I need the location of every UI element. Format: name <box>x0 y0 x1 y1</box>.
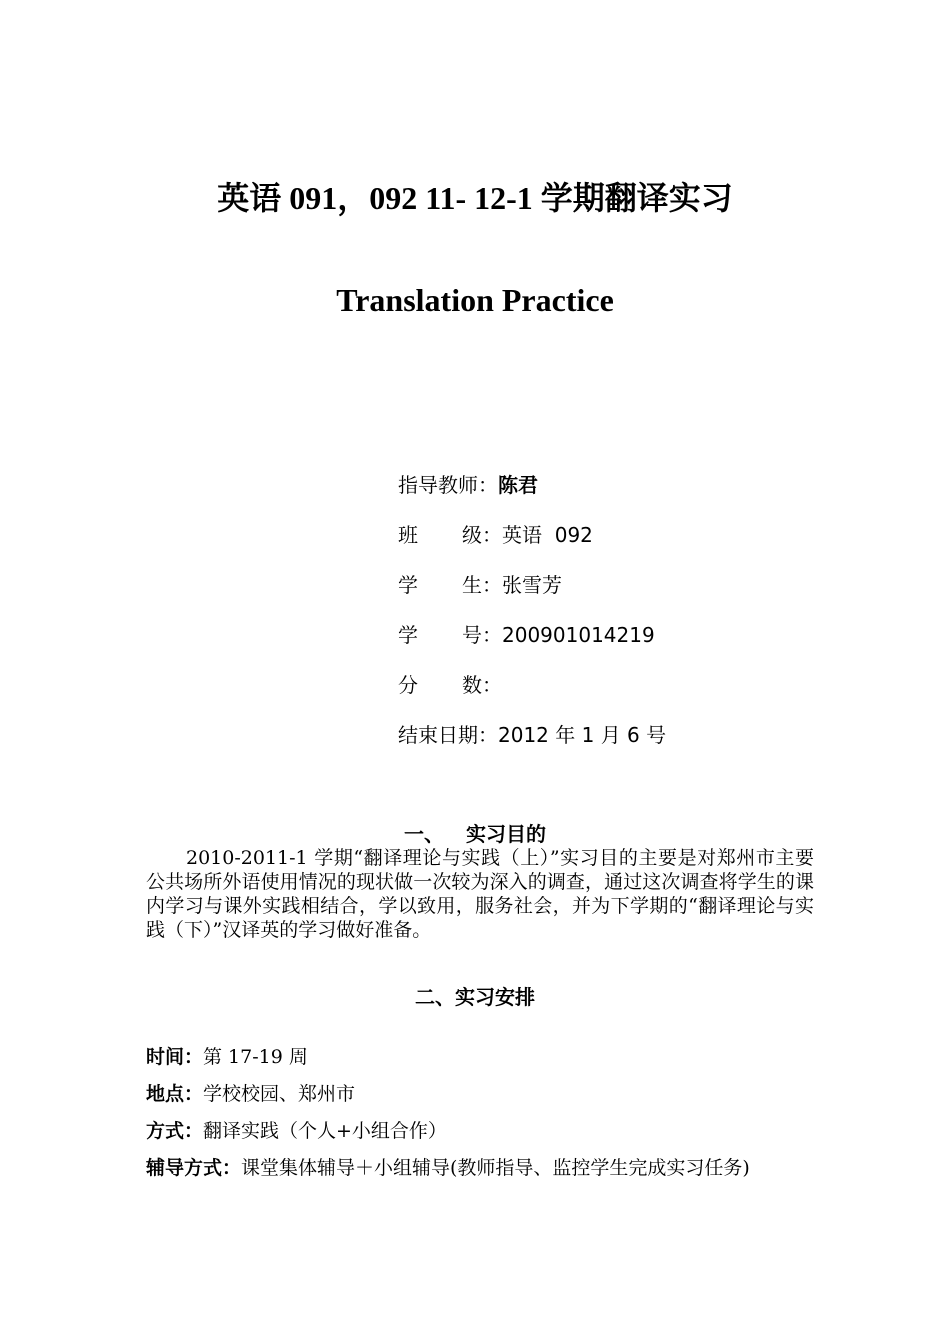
arrangement-item-place <box>146 1080 826 1117</box>
info-row-student <box>398 570 666 620</box>
document-title-chinese: 英语 091，092 11- 12-1 学期翻译实习 <box>217 180 733 216</box>
info-row-class <box>398 520 666 570</box>
arrangement-value: 第 17-19 周 <box>203 1046 308 1068</box>
section-heading-arrangement: 二、实习安排 <box>415 985 535 1009</box>
info-label: 分 数： <box>398 673 502 697</box>
arrangement-value: 学校校园、郑州市 <box>203 1083 356 1105</box>
arrangement-list <box>146 1043 826 1187</box>
arrangement-label: 地点： <box>146 1083 204 1105</box>
info-label: 结束日期： <box>398 723 498 747</box>
arrangement-item-time <box>146 1043 826 1080</box>
info-row-student-id <box>398 620 666 670</box>
arrangement-value: 课堂集体辅导＋小组辅导(教师指导、监控学生完成实习任务) <box>241 1157 750 1179</box>
student-id: 200901014219 <box>502 623 655 647</box>
arrangement-item-method <box>146 1117 826 1154</box>
teacher-name: 陈君 <box>498 473 538 497</box>
section-title: 实习目的 <box>466 822 546 846</box>
arrangement-label: 辅导方式： <box>146 1157 242 1179</box>
info-row-score <box>398 670 666 720</box>
student-name: 张雪芳 <box>502 573 562 597</box>
info-row-teacher <box>398 470 666 520</box>
info-label: 指导教师： <box>398 473 498 497</box>
class-name: 英语 092 <box>502 523 593 547</box>
info-label: 学 号： <box>398 623 502 647</box>
arrangement-label: 方式： <box>146 1120 204 1142</box>
info-label: 学 生： <box>398 573 502 597</box>
end-date: 2012 年 1 月 6 号 <box>498 723 667 747</box>
purpose-paragraph: 2010-2011-1 学期“翻译理论与实践（上）”实习目的主要是对郑州市主要公共场所外语使用情况的现状做一次较为深入的调查，通过这次调查将学生的课内学习与课外实践相结合，学以致用，服务社会，并为下学期的“翻译理论与实践（下）”汉译英的学习做好准备。 <box>146 847 814 941</box>
info-row-end-date <box>398 720 666 770</box>
arrangement-item-guidance <box>146 1154 826 1187</box>
section-heading-purpose <box>0 821 950 847</box>
document-title-english: Translation Practice <box>336 282 614 318</box>
arrangement-label: 时间： <box>146 1046 204 1068</box>
student-info-block <box>398 470 666 770</box>
arrangement-value: 翻译实践（个人+小组合作） <box>203 1120 447 1142</box>
info-label: 班 级： <box>398 523 502 547</box>
section-number: 一、 <box>404 822 444 846</box>
